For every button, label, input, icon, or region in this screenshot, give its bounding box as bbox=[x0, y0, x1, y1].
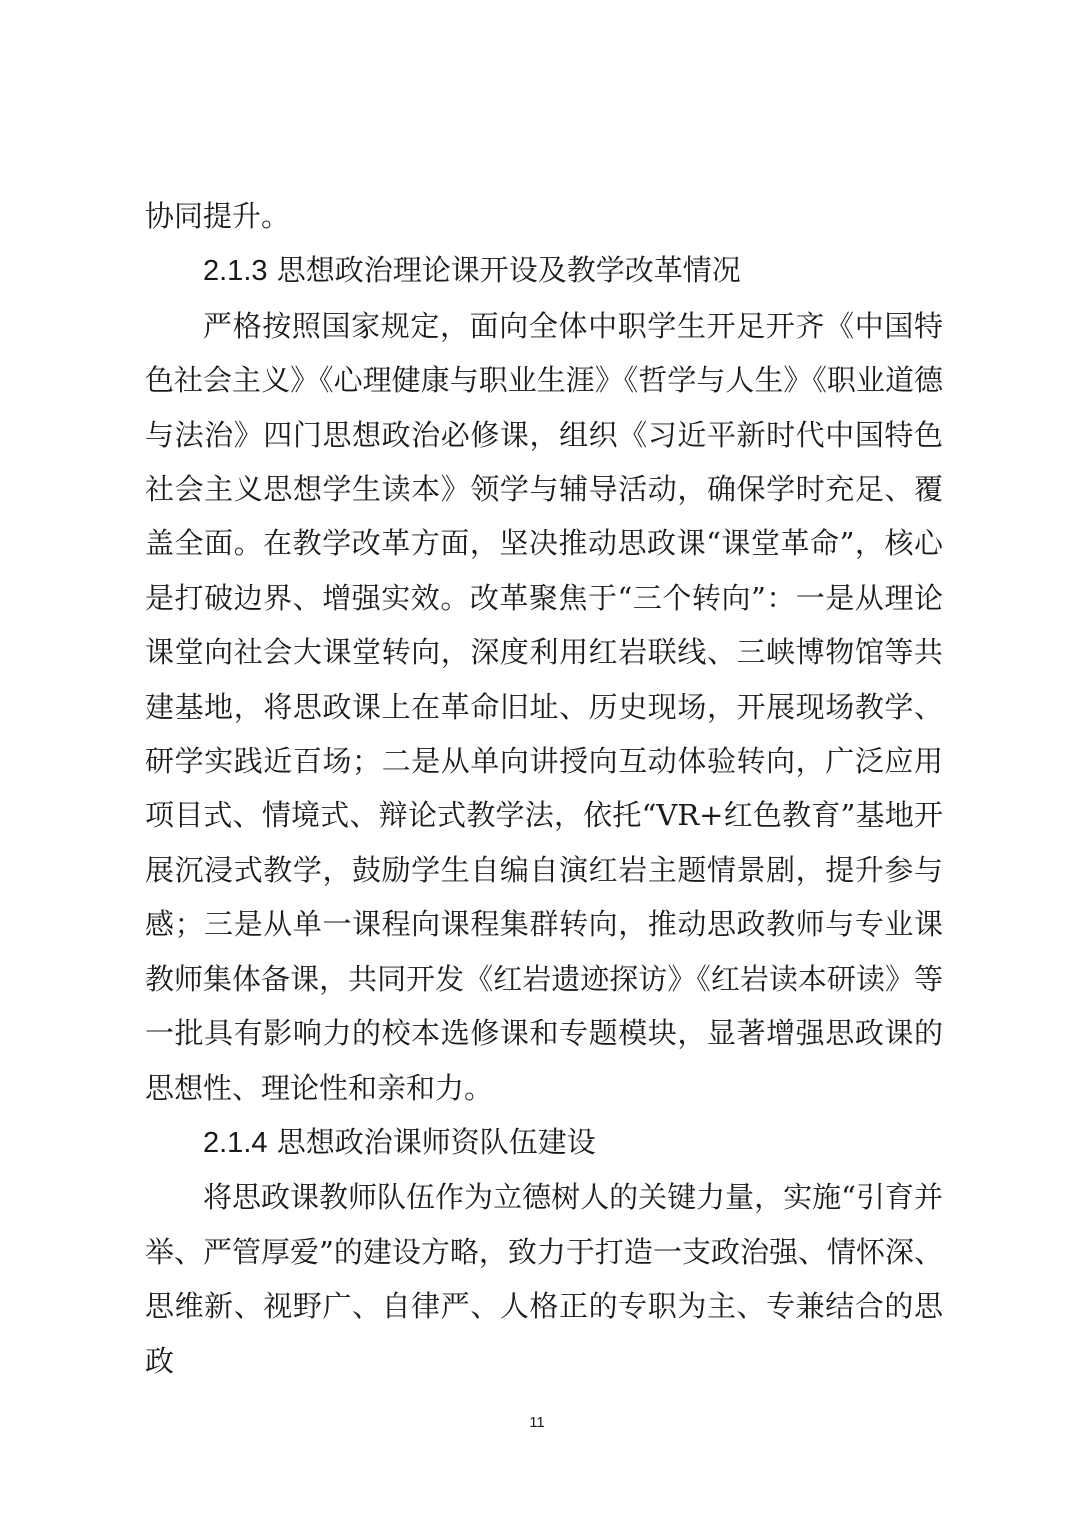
continued-paragraph: 协同提升。 bbox=[145, 199, 291, 233]
section-heading-2-1-4 bbox=[145, 1115, 943, 1170]
section-title: 思想政治理论课开设及教学改革情况 bbox=[276, 253, 741, 288]
section-title: 思想政治课师资队伍建设 bbox=[276, 1124, 596, 1159]
section-body-2-1-3: 严格按照国家规定，面向全体中职学生开足开齐《中国特色社会主义》《心理健康与职业生涯》《哲学与人生》《职业道德与法治》四门思想政治必修课，组织《习近平新时代中国特色社会主义思想学生读本》领学与辅导活动，确保学时充足、覆盖全面。在教学改革方面，坚决推动思政课“课堂革命”，核心是打破边界、增强实效。改革聚焦于“三个转向”：一是从理论课堂向社会大课堂转向，深度利用红岩联线、三峡博物馆等共建基地，将思政课上在革命旧址、历史现场，开展现场教学、研学实践近百场；二是从单向讲授向互动体验转向，广泛应用项目式、情境式、辩论式教学法，依托“VR+红色教育”基地开展沉浸式教学，鼓励学生自编自演红岩主题情景剧，提升参与感；三是从单一课程向课程集群转向，推动思政教师与专业课教师集体备课，共同开发《红岩遗迹探访》《红岩读本研读》等一批具有影响力的校本选修课和专题模块，显著增强思政课的思想性、理论性和亲和力。 bbox=[145, 308, 943, 1105]
section-heading-2-1-3 bbox=[145, 243, 943, 298]
page-number: 11 bbox=[529, 1414, 545, 1431]
section-number: 2.1.3 bbox=[203, 255, 268, 288]
section-body-2-1-4: 将思政课教师队伍作为立德树人的关键力量，实施“引育并举、严管厚爱”的建设方略，致力于打造一支政治强、情怀深、思维新、视野广、自律严、人格正的专职为主、专兼结合的思政 bbox=[145, 1180, 943, 1378]
section-number: 2.1.4 bbox=[203, 1126, 268, 1159]
page-content bbox=[145, 189, 943, 1388]
